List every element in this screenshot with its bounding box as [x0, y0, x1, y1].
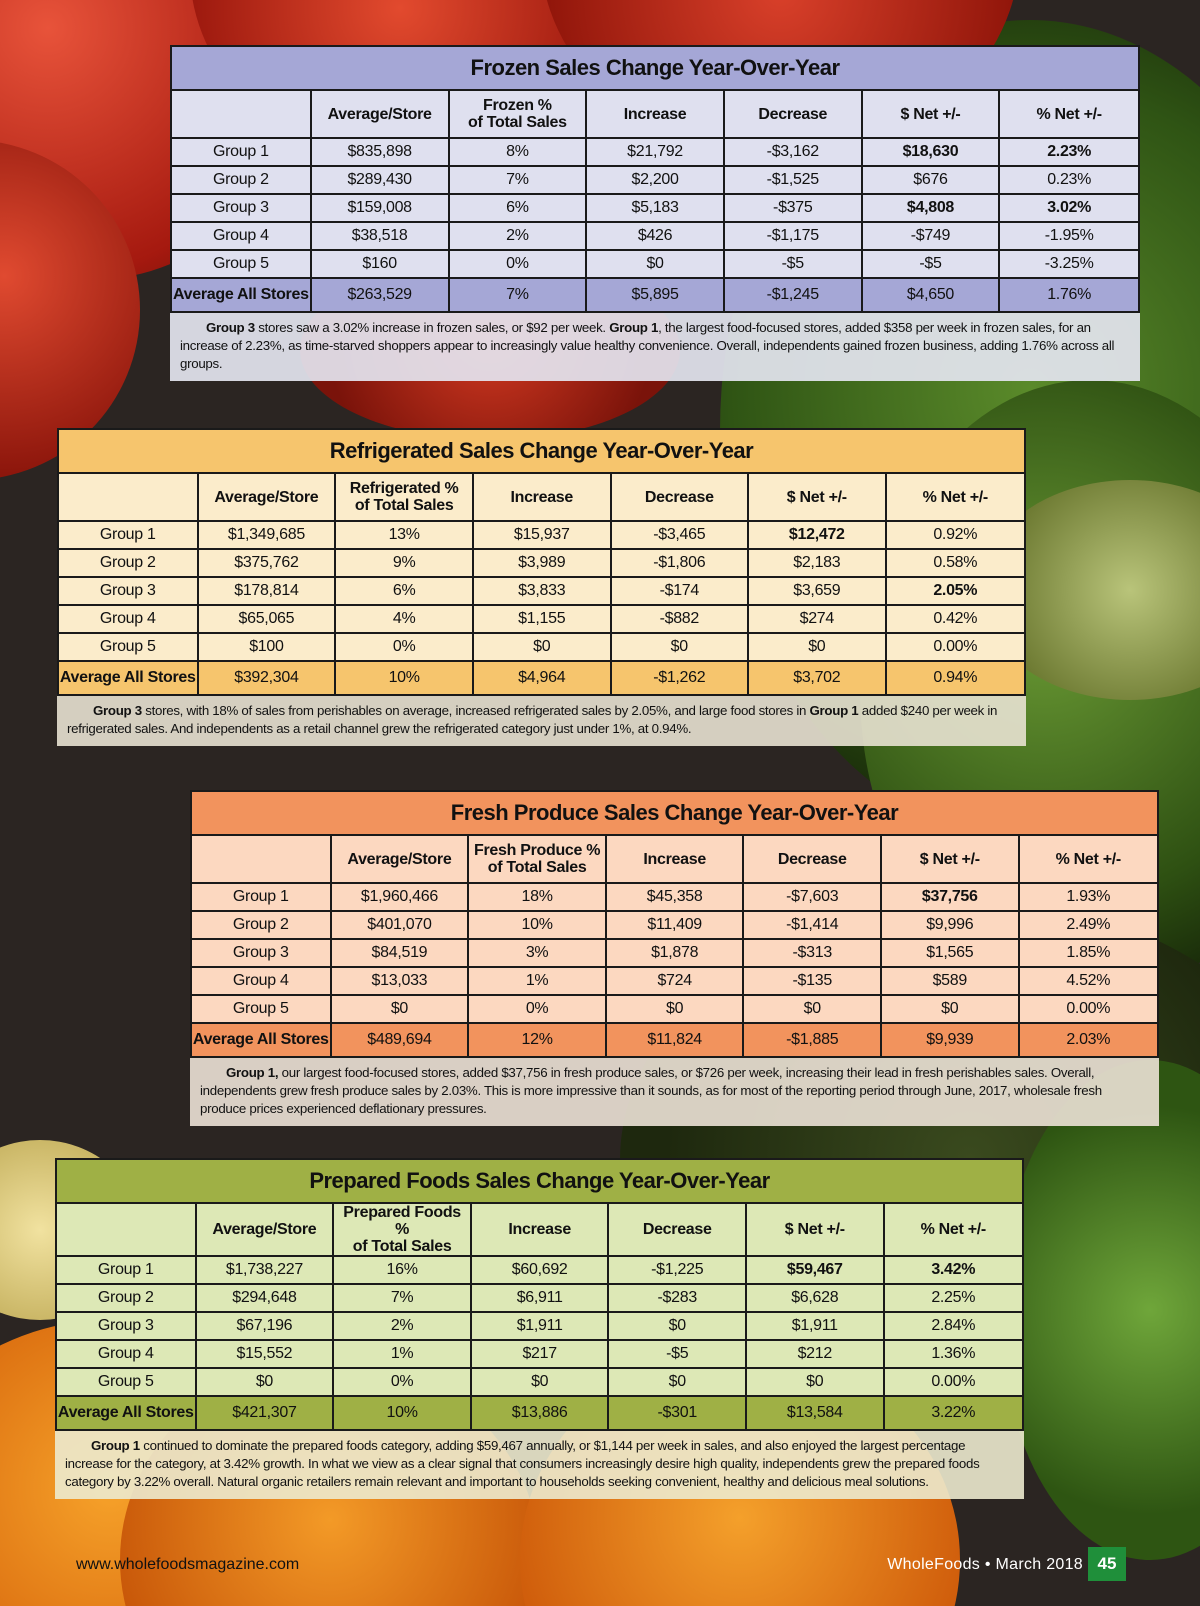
table-cell: Average All Stores	[58, 661, 198, 695]
table-cell: Group 1	[191, 883, 331, 911]
table-cell: 0%	[468, 995, 606, 1023]
note-bold-text: Group 3	[206, 320, 255, 335]
column-header: Increase	[473, 473, 611, 521]
table-cell: Group 5	[56, 1368, 196, 1396]
table-row	[58, 605, 1025, 633]
table-cell: 9%	[335, 549, 473, 577]
table-cell: $5,183	[586, 194, 724, 222]
table-cell: $178,814	[198, 577, 336, 605]
column-header: $ Net +/-	[746, 1203, 884, 1256]
table-cell: 0.00%	[884, 1368, 1023, 1396]
table-cell: 0.92%	[886, 521, 1025, 549]
table-cell: Group 4	[56, 1340, 196, 1368]
column-header: Average/Store	[196, 1203, 334, 1256]
produce-sales-panel	[190, 790, 1159, 1126]
table-cell: $1,565	[881, 939, 1019, 967]
table-cell: $724	[606, 967, 744, 995]
table-cell: 2.03%	[1019, 1023, 1158, 1057]
table-cell: 2.49%	[1019, 911, 1158, 939]
table-cell: 3%	[468, 939, 606, 967]
table-cell: $38,518	[311, 222, 449, 250]
table-row	[191, 883, 1158, 911]
table-cell: $1,155	[473, 605, 611, 633]
table-cell: $1,911	[746, 1312, 884, 1340]
table-cell: 0.00%	[1019, 995, 1158, 1023]
table-cell: $835,898	[311, 138, 449, 166]
column-header	[191, 835, 331, 883]
table-cell: -$882	[611, 605, 749, 633]
table-title: Refrigerated Sales Change Year-Over-Year	[58, 429, 1025, 473]
note-bold-text: Group 3	[93, 703, 142, 718]
table-cell: -$1,262	[611, 661, 749, 695]
table-row	[56, 1284, 1023, 1312]
table-cell: 2%	[333, 1312, 471, 1340]
table-cell: Group 5	[58, 633, 198, 661]
table-cell: $274	[748, 605, 885, 633]
table-cell: $212	[746, 1340, 884, 1368]
column-header: Prepared Foods % of Total Sales	[333, 1203, 471, 1256]
table-cell: 3.02%	[999, 194, 1139, 222]
table-cell: 6%	[449, 194, 587, 222]
table-row	[58, 577, 1025, 605]
average-row	[171, 278, 1139, 312]
table-cell: Group 5	[191, 995, 331, 1023]
table-cell: -$3,162	[724, 138, 862, 166]
table-cell: 3.42%	[884, 1256, 1023, 1284]
table-cell: 10%	[468, 911, 606, 939]
table-cell: $9,996	[881, 911, 1019, 939]
column-header: Increase	[471, 1203, 609, 1256]
table-cell: Group 2	[171, 166, 311, 194]
footer-url[interactable]: www.wholefoodsmagazine.com	[76, 1556, 300, 1573]
produce-sales-note	[190, 1058, 1159, 1126]
table-cell: $12,472	[748, 521, 885, 549]
table-cell: $0	[881, 995, 1019, 1023]
table-cell: $2,200	[586, 166, 724, 194]
table-cell: 1.85%	[1019, 939, 1158, 967]
table-cell: -$1,225	[608, 1256, 746, 1284]
table-cell: $15,937	[473, 521, 611, 549]
table-cell: $13,584	[746, 1396, 884, 1430]
note-text: stores, with 18% of sales from perishables on average, increased refrigerated sales by 2.05%, and large food stores in	[141, 703, 810, 718]
note-text: our largest food-focused stores, added $37,756 in fresh produce sales, or $726 per week, increasing their lead in fresh perishables sales. Overall, independents grew fresh produce sales by 2.03%. This is more impressive than it sounds, as for most of the reporting period through June, 2017, wholesale fresh produce prices experienced deflationary pressures.	[200, 1065, 1102, 1116]
table-cell: 12%	[468, 1023, 606, 1057]
table-title: Prepared Foods Sales Change Year-Over-Year	[56, 1159, 1023, 1203]
prepared-foods-sales-note	[55, 1431, 1024, 1499]
table-cell: Average All Stores	[191, 1023, 331, 1057]
table-cell: 0.23%	[999, 166, 1139, 194]
column-header: Average/Store	[198, 473, 336, 521]
table-cell: 7%	[449, 278, 587, 312]
table-cell: $1,878	[606, 939, 744, 967]
column-header: Decrease	[611, 473, 749, 521]
table-cell: $676	[862, 166, 1000, 194]
table-cell: $0	[611, 633, 749, 661]
table-row	[56, 1312, 1023, 1340]
column-header: Decrease	[608, 1203, 746, 1256]
table-row	[171, 194, 1139, 222]
frozen-sales-note	[170, 313, 1140, 381]
produce-sales-table	[190, 790, 1159, 1058]
table-cell: $489,694	[331, 1023, 469, 1057]
table-cell: $45,358	[606, 883, 744, 911]
table-row	[58, 521, 1025, 549]
table-cell: $1,349,685	[198, 521, 336, 549]
column-header: % Net +/-	[1019, 835, 1158, 883]
table-row	[56, 1368, 1023, 1396]
table-cell: $6,911	[471, 1284, 609, 1312]
table-cell: $21,792	[586, 138, 724, 166]
table-row	[58, 549, 1025, 577]
table-cell: $15,552	[196, 1340, 334, 1368]
table-cell: $0	[743, 995, 881, 1023]
column-header: $ Net +/-	[862, 90, 1000, 138]
table-cell: $289,430	[311, 166, 449, 194]
table-cell: $84,519	[331, 939, 469, 967]
table-cell: 1%	[468, 967, 606, 995]
table-cell: -$135	[743, 967, 881, 995]
table-cell: -$749	[862, 222, 1000, 250]
table-cell: $59,467	[746, 1256, 884, 1284]
table-cell: 6%	[335, 577, 473, 605]
table-cell: 0.58%	[886, 549, 1025, 577]
table-cell: -$1,414	[743, 911, 881, 939]
table-cell: $9,939	[881, 1023, 1019, 1057]
note-text: stores saw a 3.02% increase in frozen sales, or $92 per week.	[254, 320, 610, 335]
table-cell: $1,911	[471, 1312, 609, 1340]
column-header: Frozen % of Total Sales	[449, 90, 587, 138]
table-cell: $100	[198, 633, 336, 661]
table-cell: $3,702	[748, 661, 885, 695]
column-header: % Net +/-	[884, 1203, 1023, 1256]
table-cell: 10%	[335, 661, 473, 695]
column-header	[58, 473, 198, 521]
table-cell: $294,648	[196, 1284, 334, 1312]
table-cell: Average All Stores	[171, 278, 311, 312]
table-cell: $11,824	[606, 1023, 744, 1057]
prepared-foods-sales-table	[55, 1158, 1024, 1431]
table-cell: $426	[586, 222, 724, 250]
average-row	[191, 1023, 1158, 1057]
table-row	[191, 995, 1158, 1023]
table-cell: $67,196	[196, 1312, 334, 1340]
table-row	[171, 166, 1139, 194]
table-cell: Group 4	[58, 605, 198, 633]
note-bold-text: Group 1	[809, 703, 859, 718]
column-header: Decrease	[743, 835, 881, 883]
prepared-foods-sales-panel	[55, 1158, 1024, 1499]
table-cell: $0	[586, 250, 724, 278]
column-header: Refrigerated % of Total Sales	[335, 473, 473, 521]
frozen-sales-table	[170, 45, 1140, 313]
table-cell: -3.25%	[999, 250, 1139, 278]
table-row	[191, 939, 1158, 967]
table-cell: Group 3	[191, 939, 331, 967]
note-text: continued to dominate the prepared foods category, adding $59,467 annually, or $1,144 per week in sales, and also enjoyed the largest percentage increase for the category, at 3.42% growth. In what we view as a clear signal that consumers increasingly desire high quality, independents grew the prepared foods category by 3.22% overall. Natural organic retailers remain relevant and important to households seeking convenient, healthy and delicious meal solutions.	[65, 1438, 980, 1489]
table-cell: 2.84%	[884, 1312, 1023, 1340]
column-header: Increase	[586, 90, 724, 138]
table-cell: 2%	[449, 222, 587, 250]
table-cell: -$313	[743, 939, 881, 967]
table-cell: $3,989	[473, 549, 611, 577]
table-cell: $0	[471, 1368, 609, 1396]
table-cell: Group 4	[171, 222, 311, 250]
table-row	[191, 911, 1158, 939]
table-cell: 4.52%	[1019, 967, 1158, 995]
table-cell: 0%	[449, 250, 587, 278]
table-cell: 2.05%	[886, 577, 1025, 605]
column-header: Decrease	[724, 90, 862, 138]
column-header: $ Net +/-	[748, 473, 885, 521]
table-cell: $4,808	[862, 194, 1000, 222]
table-cell: Group 2	[191, 911, 331, 939]
table-cell: $263,529	[311, 278, 449, 312]
average-row	[56, 1396, 1023, 1430]
table-cell: $421,307	[196, 1396, 334, 1430]
table-cell: 0%	[335, 633, 473, 661]
table-cell: -$7,603	[743, 883, 881, 911]
table-cell: Group 4	[191, 967, 331, 995]
table-cell: $0	[331, 995, 469, 1023]
refrigerated-sales-note	[57, 696, 1026, 746]
table-cell: $2,183	[748, 549, 885, 577]
table-cell: Group 3	[58, 577, 198, 605]
table-cell: $11,409	[606, 911, 744, 939]
table-cell: -1.95%	[999, 222, 1139, 250]
note-text: , the largest food-focused stores, added $358 per week in frozen sales, for an increase of 2.23%, as time-starved shoppers appear to increasingly value healthy convenience. Overall, independents gained frozen business, adding 1.76% across all groups.	[180, 320, 1115, 371]
table-cell: -$1,806	[611, 549, 749, 577]
average-row	[58, 661, 1025, 695]
note-bold-text: Group 1,	[226, 1065, 279, 1080]
table-cell: Group 1	[58, 521, 198, 549]
table-cell: -$301	[608, 1396, 746, 1430]
table-cell: $13,886	[471, 1396, 609, 1430]
table-cell: 0.42%	[886, 605, 1025, 633]
table-cell: $13,033	[331, 967, 469, 995]
table-cell: $65,065	[198, 605, 336, 633]
table-row	[56, 1256, 1023, 1284]
table-cell: $0	[196, 1368, 334, 1396]
table-cell: $0	[608, 1368, 746, 1396]
column-header: Average/Store	[311, 90, 449, 138]
table-cell: $0	[473, 633, 611, 661]
table-cell: 10%	[333, 1396, 471, 1430]
table-cell: $18,630	[862, 138, 1000, 166]
table-cell: 1.36%	[884, 1340, 1023, 1368]
table-cell: -$174	[611, 577, 749, 605]
table-cell: $60,692	[471, 1256, 609, 1284]
table-cell: -$1,245	[724, 278, 862, 312]
table-cell: 1.93%	[1019, 883, 1158, 911]
table-cell: Group 2	[56, 1284, 196, 1312]
table-row	[56, 1340, 1023, 1368]
table-cell: $401,070	[331, 911, 469, 939]
table-cell: 1.76%	[999, 278, 1139, 312]
table-cell: -$3,465	[611, 521, 749, 549]
table-cell: 0.00%	[886, 633, 1025, 661]
table-cell: 7%	[333, 1284, 471, 1312]
table-cell: $1,960,466	[331, 883, 469, 911]
table-cell: 8%	[449, 138, 587, 166]
table-cell: $3,833	[473, 577, 611, 605]
table-cell: 2.25%	[884, 1284, 1023, 1312]
table-row	[58, 633, 1025, 661]
column-header: Average/Store	[331, 835, 469, 883]
table-cell: -$1,885	[743, 1023, 881, 1057]
table-cell: -$375	[724, 194, 862, 222]
table-cell: 0%	[333, 1368, 471, 1396]
table-cell: -$283	[608, 1284, 746, 1312]
table-cell: $5,895	[586, 278, 724, 312]
table-cell: 18%	[468, 883, 606, 911]
table-row	[171, 250, 1139, 278]
column-header: % Net +/-	[886, 473, 1025, 521]
column-header: Fresh Produce % of Total Sales	[468, 835, 606, 883]
table-cell: $37,756	[881, 883, 1019, 911]
table-cell: Group 1	[171, 138, 311, 166]
table-cell: 13%	[335, 521, 473, 549]
table-cell: $217	[471, 1340, 609, 1368]
table-cell: Group 1	[56, 1256, 196, 1284]
table-title: Fresh Produce Sales Change Year-Over-Year	[191, 791, 1158, 835]
table-cell: $0	[606, 995, 744, 1023]
table-cell: Group 3	[56, 1312, 196, 1340]
refrigerated-sales-table	[57, 428, 1026, 696]
table-cell: $0	[748, 633, 885, 661]
note-bold-text: Group 1	[609, 320, 659, 335]
table-row	[171, 138, 1139, 166]
table-cell: Group 2	[58, 549, 198, 577]
table-cell: -$1,175	[724, 222, 862, 250]
table-cell: $0	[746, 1368, 884, 1396]
note-text: added $240 per week in refrigerated sales. And independents as a retail channel grew the refrigerated category just under 1%, at 0.94%.	[67, 703, 998, 736]
column-header: Increase	[606, 835, 744, 883]
table-row	[171, 222, 1139, 250]
table-cell: -$5	[724, 250, 862, 278]
table-cell: 4%	[335, 605, 473, 633]
table-cell: $589	[881, 967, 1019, 995]
footer-magazine-issue: WholeFoods • March 2018	[887, 1556, 1083, 1573]
table-cell: Group 5	[171, 250, 311, 278]
column-header	[56, 1203, 196, 1256]
table-cell: $3,659	[748, 577, 885, 605]
table-cell: -$5	[862, 250, 1000, 278]
table-cell: 1%	[333, 1340, 471, 1368]
frozen-sales-panel	[170, 45, 1140, 381]
table-row	[191, 967, 1158, 995]
table-cell: -$1,525	[724, 166, 862, 194]
table-cell: 7%	[449, 166, 587, 194]
table-cell: 0.94%	[886, 661, 1025, 695]
table-cell: $1,738,227	[196, 1256, 334, 1284]
table-cell: $0	[608, 1312, 746, 1340]
table-cell: $4,964	[473, 661, 611, 695]
column-header: $ Net +/-	[881, 835, 1019, 883]
table-cell: $6,628	[746, 1284, 884, 1312]
table-cell: $375,762	[198, 549, 336, 577]
note-bold-text: Group 1	[91, 1438, 140, 1453]
table-cell: 3.22%	[884, 1396, 1023, 1430]
table-cell: $160	[311, 250, 449, 278]
table-cell: 2.23%	[999, 138, 1139, 166]
table-cell: -$5	[608, 1340, 746, 1368]
table-cell: Group 3	[171, 194, 311, 222]
column-header	[171, 90, 311, 138]
table-cell: Average All Stores	[56, 1396, 196, 1430]
table-cell: $392,304	[198, 661, 336, 695]
table-cell: $4,650	[862, 278, 1000, 312]
refrigerated-sales-panel	[57, 428, 1026, 746]
table-cell: 16%	[333, 1256, 471, 1284]
page-number: 45	[1088, 1547, 1126, 1581]
table-title: Frozen Sales Change Year-Over-Year	[171, 46, 1139, 90]
column-header: % Net +/-	[999, 90, 1139, 138]
table-cell: $159,008	[311, 194, 449, 222]
